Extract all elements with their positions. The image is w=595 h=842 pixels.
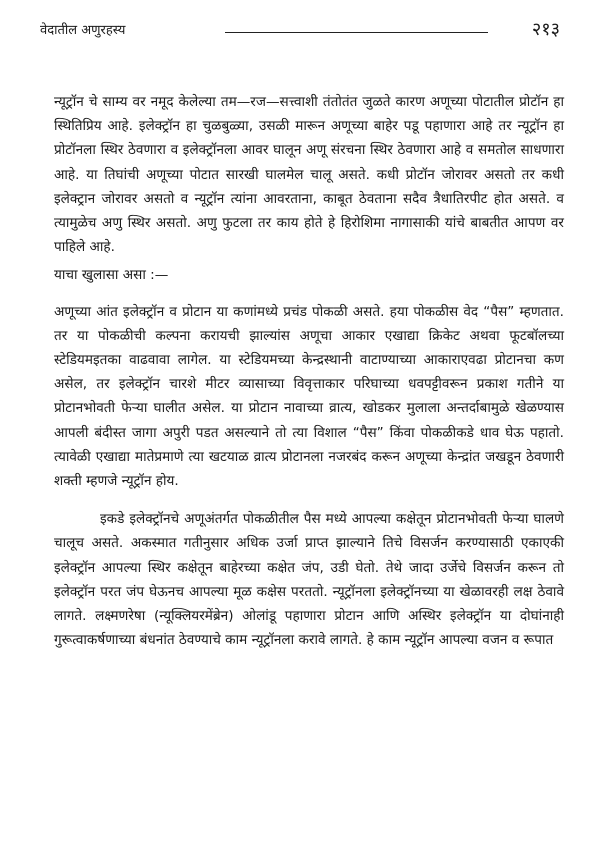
body-text bbox=[54, 90, 564, 652]
paragraph-neutron-balance: न्यूट्रॉन चे साम्य वर नमूद केलेल्या तम—रज—सत्त्वाशी तंतोतंत जुळते कारण अणूच्या पोटातील प्रोटॉन हा स्थितिप्रिय आहे. इलेक्ट्रॉन हा चुळबुळ्या, उसळी मारून अणूच्या बाहेर पडू पहाणारा आहे तर न्यूट्रॉन हा प्रोटॉनला स्थिर ठेवणारा व इलेक्ट्रॉनला आवर घालून अणू संरचना स्थिर ठेवणारा आहे व समतोल साधणारा आहे. या तिघांची अणूच्या पोटात सारखी घालमेल चालू असते. कधी प्रोटॉन जोरावर असतो तर कधी इलेक्ट्रान जोरावर असतो व न्यूट्रॉन त्यांना आवरताना, काबूत ठेवताना सदैव त्रैधातिरपीट होत असते. व त्यामुळेच अणु स्थिर असतो. अणु फुटला तर काय होते हे हिरोशिमा नागासाकी यांचे बाबतीत आपण वर पाहिले आहे. bbox=[54, 94, 564, 256]
header-rule bbox=[225, 32, 488, 33]
running-title: वेदातील अणुरहस्य bbox=[40, 23, 126, 38]
page-header bbox=[40, 20, 560, 42]
explanation-subheading: याचा खुलासा असा :— bbox=[54, 267, 169, 284]
page-number: २१३ bbox=[531, 19, 560, 40]
paragraph-atomic-void: अणूच्या आंत इलेक्ट्रॉन व प्रोटान या कणांमध्ये प्रचंड पोकळी असते. हया पोकळीस वेद “पैस” म्हणतात. तर या पोकळीची कल्पना करायची झाल्यांस अणूचा आकार एखाद्या क्रिकेट अथवा फूटबॉलच्या स्टेडियमइतका वाढवावा लागेल. या स्टेडियमच्या केन्द्रस्थानी वाटाण्याच्या आकाराएवढा प्रोटानचा कण असेल, तर इलेक्ट्रॉन चारशे मीटर व्यासाच्या विवृत्ताकार परिघाच्या धवपट्टीवरून प्रकाश गतीने या प्रोटानभोवती फेऱ्या घालीत असेल. या प्रोटान नावाच्या व्रात्य, खोडकर मुलाला अन्तर्दाबामुळे खेळण्यास आपली बंदीस्त जागा अपुरी पडत असल्याने तो त्या विशाल “पैस” किंवा पोकळीकडे धाव घेऊ पहातो. त्यावेळी एखाद्या मातेप्रमाणे त्या खटयाळ व्रात्य प्रोटानला नजरबंद करून अणूच्या केन्द्रांत जखडून ठेवणारी शक्ती म्हणजे न्यूट्रॉन होय. bbox=[54, 303, 564, 490]
paragraph-electron-orbits: इकडे इलेक्ट्रॉनचे अणूअंतर्गत पोकळीतील पैस मध्ये आपल्या कक्षेतून प्रोटानभोवती फेऱ्या घालणे चालूच असते. अकस्मात गतीनुसार अधिक उर्जा प्राप्त झाल्याने तिचे विसर्जन करण्यासाठी एकाएकी इलेक्ट्रॉन आपल्या स्थिर कक्षेतून बाहेरच्या कक्षेत जंप, उडी घेतो. तेथे जादा उर्जेचे विसर्जन करून तो इलेक्ट्रॉन परत जंप घेऊनच आपल्या मूळ कक्षेस परततो. न्यूट्रॉनला इलेक्ट्रॉनच्या या खेळावरही लक्ष ठेवावे लागते. लक्ष्मणरेषा (न्यूक्लियरमेंब्रेन) ओलांडू पहाणारा प्रोटान आणि अस्थिर इलेक्ट्रॉन या दोघांनाही गुरूत्वाकर्षणाच्या बंधनांत ठेवण्याचे काम न्यूट्रॉनला करावे लागते. हे काम न्यूट्रॉन आपल्या वजन व रूपात bbox=[54, 511, 564, 649]
